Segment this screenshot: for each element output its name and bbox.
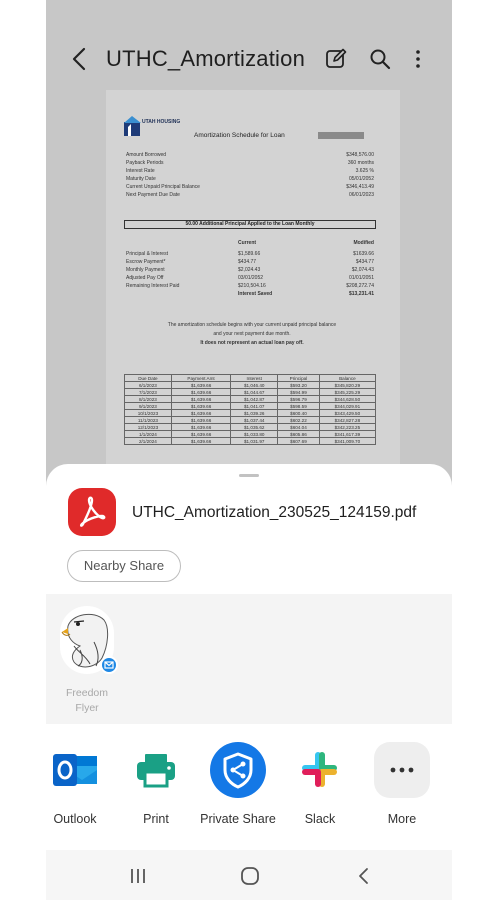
table-cell: $343,429.50 — [319, 410, 375, 417]
table-cell: $1,639.66 — [171, 410, 231, 417]
table-cell: $1,035.62 — [231, 424, 278, 431]
table-cell: $341,617.39 — [319, 431, 375, 438]
contact-name: Freedom Flyer — [65, 687, 108, 714]
summary-row: Next Payment Due Date 06/01/2023 — [126, 192, 374, 198]
app-slack[interactable] — [279, 742, 361, 826]
table-cell: $607.69 — [278, 438, 320, 445]
table-cell: 2/1/2024 — [125, 438, 172, 445]
compare-row: Monthly Payment $2,024.43 $2,074.43 — [126, 267, 374, 273]
table-cell: $594.99 — [278, 389, 320, 396]
table-cell: $1,639.66 — [171, 417, 231, 424]
table-row — [125, 389, 376, 396]
table-cell: $344,029.91 — [319, 403, 375, 410]
summary-row: Current Unpaid Principal Balance $346,413.49 — [126, 184, 374, 190]
table-row — [125, 396, 376, 403]
table-cell: $344,628.50 — [319, 396, 375, 403]
app-more[interactable] — [361, 742, 443, 826]
compare-row: Adjusted Pay Off 03/01/2052 01/01/2051 — [126, 275, 374, 281]
table-cell: $341,009.70 — [319, 438, 375, 445]
recent-contacts — [46, 594, 452, 724]
table-cell: $593.20 — [278, 382, 320, 389]
table-cell: $1,046.40 — [231, 382, 278, 389]
table-row — [125, 410, 376, 417]
table-cell: 9/1/2023 — [125, 403, 172, 410]
summary-row: Payback Periods 360 months — [126, 160, 374, 166]
table-cell: $1,039.26 — [231, 410, 278, 417]
nav-back-icon[interactable] — [352, 864, 376, 888]
outlook-icon — [47, 742, 103, 798]
table-cell: $598.59 — [278, 403, 320, 410]
share-apps-row — [46, 724, 452, 850]
table-cell: 11/1/2023 — [125, 417, 172, 424]
edit-icon[interactable] — [324, 46, 348, 72]
table-cell: $342,827.28 — [319, 417, 375, 424]
table-cell: 8/1/2023 — [125, 396, 172, 403]
back-arrow-icon[interactable] — [68, 44, 92, 74]
table-row — [125, 424, 376, 431]
table-cell: $1,639.66 — [171, 403, 231, 410]
table-cell: 1/1/2024 — [125, 431, 172, 438]
nearby-share-button[interactable]: Nearby Share — [67, 550, 181, 582]
logo-text: UTAH HOUSING — [142, 119, 181, 125]
table-cell: $605.86 — [278, 431, 320, 438]
redacted-loan-number — [318, 132, 364, 139]
doc-note-line: It does not represent an actual loan pay off. — [200, 340, 304, 346]
table-cell: $1,639.66 — [171, 382, 231, 389]
table-cell: $1,639.66 — [171, 438, 231, 445]
doc-heading: Amortization Schedule for Loan — [194, 132, 285, 139]
sheet-drag-handle[interactable] — [239, 474, 259, 477]
message-icon — [100, 656, 118, 674]
printer-icon — [128, 742, 184, 798]
home-icon[interactable] — [238, 864, 262, 888]
recents-icon[interactable] — [126, 864, 150, 888]
table-row — [125, 438, 376, 445]
table-row — [125, 417, 376, 424]
table-cell: 7/1/2023 — [125, 389, 172, 396]
table-cell: $1,041.07 — [231, 403, 278, 410]
file-name: UTHC_Amortization_230525_124159.pdf — [132, 504, 417, 521]
utah-housing-logo-icon — [124, 116, 142, 136]
table-cell: $1,639.66 — [171, 389, 231, 396]
table-cell: $1,042.87 — [231, 396, 278, 403]
app-private-share[interactable] — [197, 742, 279, 826]
app-label: Private Share — [200, 812, 276, 826]
table-cell: $600.40 — [278, 410, 320, 417]
slack-icon — [292, 742, 348, 798]
doc-note-line: and your next payment due month. — [213, 331, 291, 337]
app-label: Slack — [304, 812, 336, 826]
interest-saved-row: Interest Saved $13,231.41 — [238, 291, 374, 297]
phone-screen — [46, 0, 452, 900]
doc-banner: 50.00 Additional Principal Applied to the Loan Monthly — [124, 220, 376, 229]
table-row — [125, 403, 376, 410]
table-cell: $1,044.67 — [231, 389, 278, 396]
table-row — [125, 382, 376, 389]
table-cell: $596.79 — [278, 396, 320, 403]
table-cell: $345,820.29 — [319, 382, 375, 389]
table-cell: $1,037.44 — [231, 417, 278, 424]
document-page — [106, 90, 400, 470]
pdf-file-icon — [68, 488, 116, 536]
summary-row: Amount Borrowed $348,576.00 — [126, 152, 374, 158]
table-cell: $345,225.29 — [319, 389, 375, 396]
private-share-icon — [210, 742, 266, 798]
table-cell: $1,639.66 — [171, 431, 231, 438]
app-label: Print — [143, 812, 169, 826]
table-cell: 12/1/2023 — [125, 424, 172, 431]
table-cell: 6/1/2023 — [125, 382, 172, 389]
more-horiz-icon — [374, 742, 430, 798]
system-nav-bar — [46, 850, 452, 900]
compare-header: Current Modified — [238, 240, 374, 246]
share-sheet — [46, 464, 452, 900]
compare-row: Escrow Payment* $434.77 $434.77 — [126, 259, 374, 265]
table-cell: $1,031.97 — [231, 438, 278, 445]
compare-row: Remaining Interest Paid $210,504.16 $208,272.74 — [126, 283, 374, 289]
table-cell: $602.22 — [278, 417, 320, 424]
page-title: UTHC_Amortization — [106, 46, 306, 71]
compare-row: Principal & Interest $1,589.66 $1639.66 — [126, 251, 374, 257]
table-header-row: Due Date Payment Amt Interest Principal Balance — [125, 375, 376, 382]
table-cell: 10/1/2023 — [125, 410, 172, 417]
app-label: More — [387, 812, 417, 826]
table-row — [125, 431, 376, 438]
doc-note-line: The amortization schedule begins with your current unpaid principal balance — [167, 322, 337, 328]
app-outlook[interactable] — [46, 742, 116, 826]
table-cell: $1,033.80 — [231, 431, 278, 438]
summary-row: Maturity Date 05/01/2052 — [126, 176, 374, 182]
search-icon[interactable] — [368, 46, 392, 72]
app-print[interactable] — [115, 742, 197, 826]
more-vert-icon[interactable] — [406, 46, 430, 72]
table-cell: $1,639.66 — [171, 396, 231, 403]
table-cell: $342,223.25 — [319, 424, 375, 431]
table-cell: $1,639.66 — [171, 424, 231, 431]
app-label: Outlook — [53, 812, 97, 826]
table-cell: $604.04 — [278, 424, 320, 431]
amortization-table — [124, 374, 376, 445]
summary-row: Interest Rate 3.625 % — [126, 168, 374, 174]
